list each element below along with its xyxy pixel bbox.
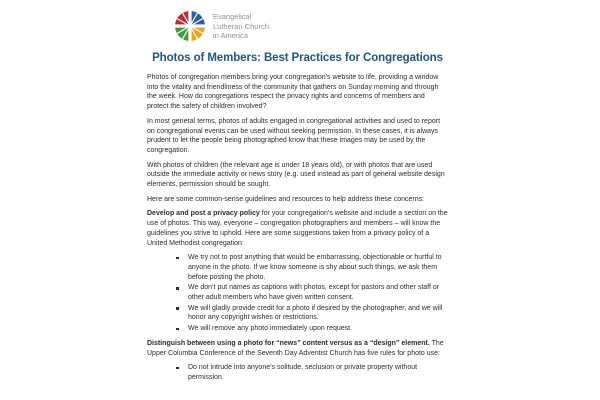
paragraph-general-terms: In most general terms, photos of adults engaged in congregational activities and used to report on congregational events can be used without seeking permission. In these cases, it is always prudent to let the people being photographed know that these images may be used by the congregation. (147, 117, 441, 154)
list-item: We try not to post anything that would be embarrassing, objectionable or hurtful to anyone in the photo. If we know someone is shy about such things, we ask them before posting the photo. (147, 253, 448, 282)
list-item: We will remove any photo immediately upon request. (147, 324, 448, 334)
elca-logo-icon (174, 10, 206, 42)
paragraph-intro: Photos of congregation members bring your congregation’s website to life, providing a window into the vitality and friendliness of the community that gathers on Sunday morning and through the week. How do congregations respect the privacy rights and concerns of members and protect the safety of children involved? (147, 74, 439, 111)
page-title: Photos of Members: Best Practices for Congregations (152, 52, 443, 64)
paragraph-privacy-policy (147, 209, 448, 248)
logo-text-line-2: Lutheran Church (213, 21, 269, 31)
elca-logo-wordmark (213, 10, 269, 42)
document-content (147, 52, 448, 388)
paragraph-guidelines-intro: Here are some common-sense guidelines and resources to help address these concerns: (147, 195, 425, 203)
privacy-policy-rest: for your congregation’s website and include a section on the use of photos. This way, everyone – congregation photographers and members – will know the guidelines you strive to uphold. Here are some suggestions taken from a privacy policy of a United Methodist congregation: (147, 210, 448, 247)
elca-logo (174, 10, 269, 42)
news-bullet-list (147, 363, 448, 382)
logo-text-line-3: in America (213, 31, 249, 41)
list-item: We will gladly provide credit for a photo if desired by the photographer, and we will honor any copyright wishes or restrictions. (147, 304, 448, 323)
paragraph-news-design (147, 339, 448, 358)
list-item: We don’t put names as captions with photos, except for pastors and other staff or other adult members who have given written consent. (147, 283, 448, 302)
news-design-lead: Distinguish between using a photo for “news” content versus as a “design” element. (147, 339, 430, 347)
paragraph-children: With photos of children (the relevant age is under 18 years old), or with photos that are used outside the immediate activity or news story (e.g. used instead as part of general website design elements, permission should be sought. (147, 161, 445, 189)
privacy-policy-lead: Develop and post a privacy policy (147, 210, 260, 218)
news-design-rest: The Upper Columbia Conference of the Seventh Day Adventist Church has five rules for photo use: (147, 339, 444, 357)
privacy-bullet-list (147, 253, 448, 334)
list-item: Do not intrude into anyone’s solitude, seclusion or private property without permission. (147, 363, 448, 382)
logo-text-line-1: Evangelical (213, 12, 252, 21)
